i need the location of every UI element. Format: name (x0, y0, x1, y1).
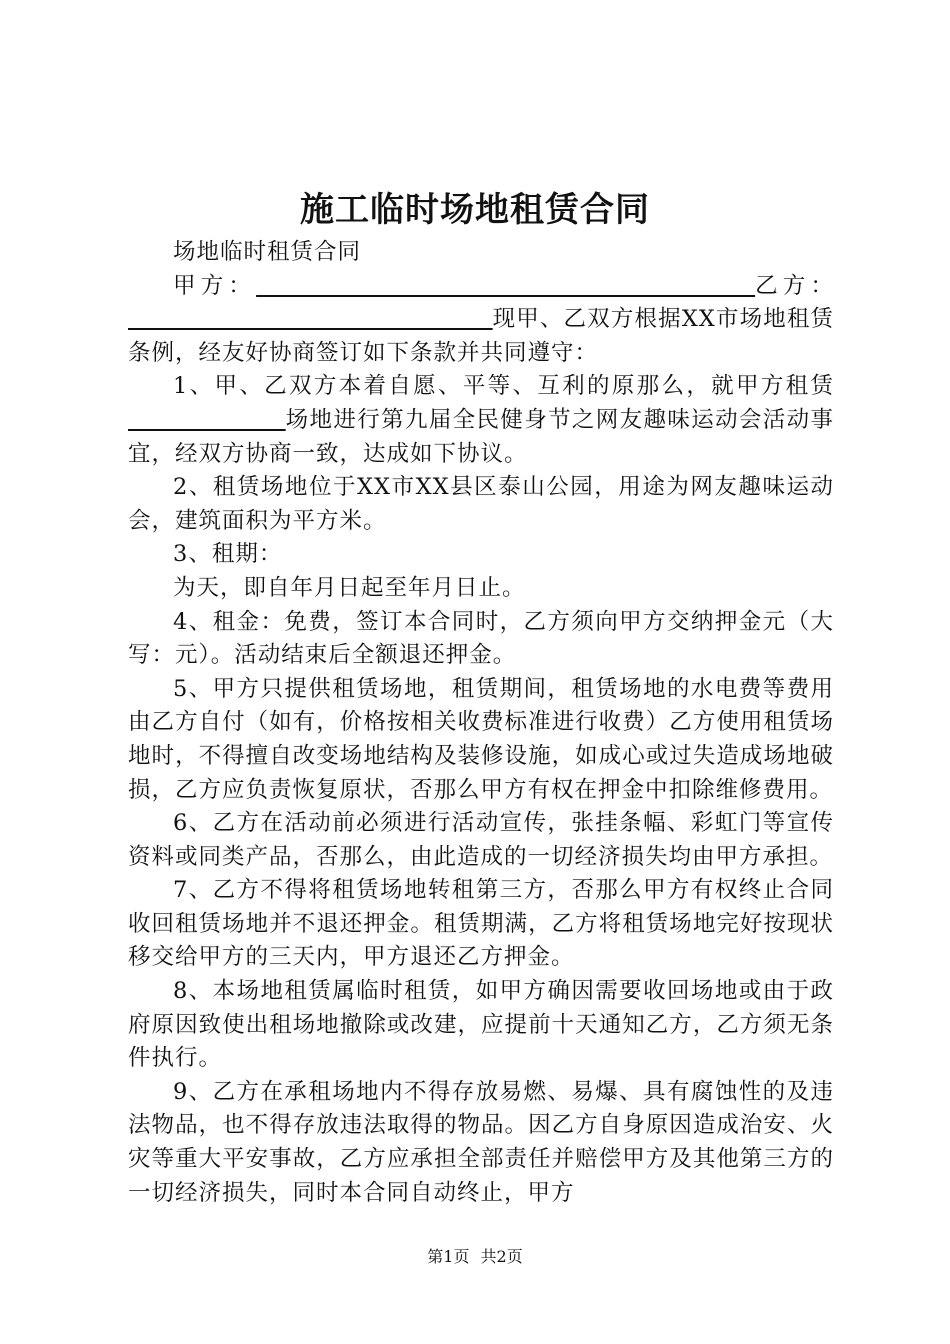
parties-paragraph (128, 270, 834, 371)
clause-3-detail: 为天，即自年月日起至年月日止。 (173, 574, 526, 601)
clause-1-tail: 场地进行第九届全民健身节之网友趣味运动会活动事宜，经双方协商一致，达成如下协议。 (128, 406, 834, 467)
clause-1-head: 1、甲、乙双方本着自愿、平等、互利的原那么，就甲方租赁 (173, 373, 834, 400)
party-b-blank (128, 306, 493, 332)
party-a-label: 甲方： (173, 272, 257, 299)
clause-3: 3、租期： (173, 541, 283, 568)
clause-8: 8、本场地租赁属临时租赁，如甲方确因需要收回场地或由于政府原因致使出租场地撤除或改建，应提前十天通知乙方，乙方须无条件执行。 (128, 978, 834, 1072)
page-footer (0, 1244, 950, 1267)
page-total: 共2页 (480, 1247, 523, 1266)
clause-5: 5、甲方只提供租赁场地，租赁期间，租赁场地的水电费等费用由乙方自付（如有，价格按相关收费标准进行收费）乙方使用租赁场地时，不得擅自改变场地结构及装修设施，如成心或过失造成场地破损，乙方应负责恢复原状，否那么甲方有权在押金中扣除维修费用。 (128, 675, 834, 803)
page-number: 第1页 (427, 1247, 470, 1266)
party-b-label: 乙方： (755, 272, 834, 299)
subtitle: 场地临时租赁合同 (173, 239, 362, 265)
intro-tail: 现甲、乙双方根据XX市场地租赁条例，经友好协商签订如下条款并共同遵守： (128, 306, 834, 366)
clause-7: 7、乙方不得将租赁场地转租第三方，否那么甲方有权终止合同收回租赁场地并不退还押金。租赁期满，乙方将租赁场地完好按现状移交给甲方的三天内，甲方退还乙方押金。 (128, 877, 834, 971)
clause-2: 2、租赁场地位于XX市XX县区泰山公园，用途为网友趣味运动会，建筑面积为平方米。 (128, 474, 834, 534)
clause-6: 6、乙方在活动前必须进行活动宣传，张挂条幅、彩虹门等宣传资料或同类产品，否那么，由此造成的一切经济损失均由甲方承担。 (128, 810, 834, 870)
document-body (128, 236, 834, 1210)
document-title: 施工临时场地租赁合同 (300, 190, 650, 230)
subtitle-paragraph (128, 236, 834, 270)
clause-1-blank (128, 407, 286, 433)
clause-9: 9、乙方在承租场地内不得存放易燃、易爆、具有腐蚀性的及违法物品，也不得存放违法取得的物品。因乙方自身原因造成治安、火灾等重大平安事故，乙方应承担全部责任并赔偿甲方及其他第三方的一切经济损失，同时本合同自动终止，甲方 (128, 1078, 834, 1206)
clause-1 (128, 370, 834, 471)
clause-4: 4、租金：免费，签订本合同时，乙方须向甲方交纳押金元（大写：元）。活动结束后全额退还押金。 (128, 608, 834, 669)
party-a-blank (256, 273, 755, 299)
